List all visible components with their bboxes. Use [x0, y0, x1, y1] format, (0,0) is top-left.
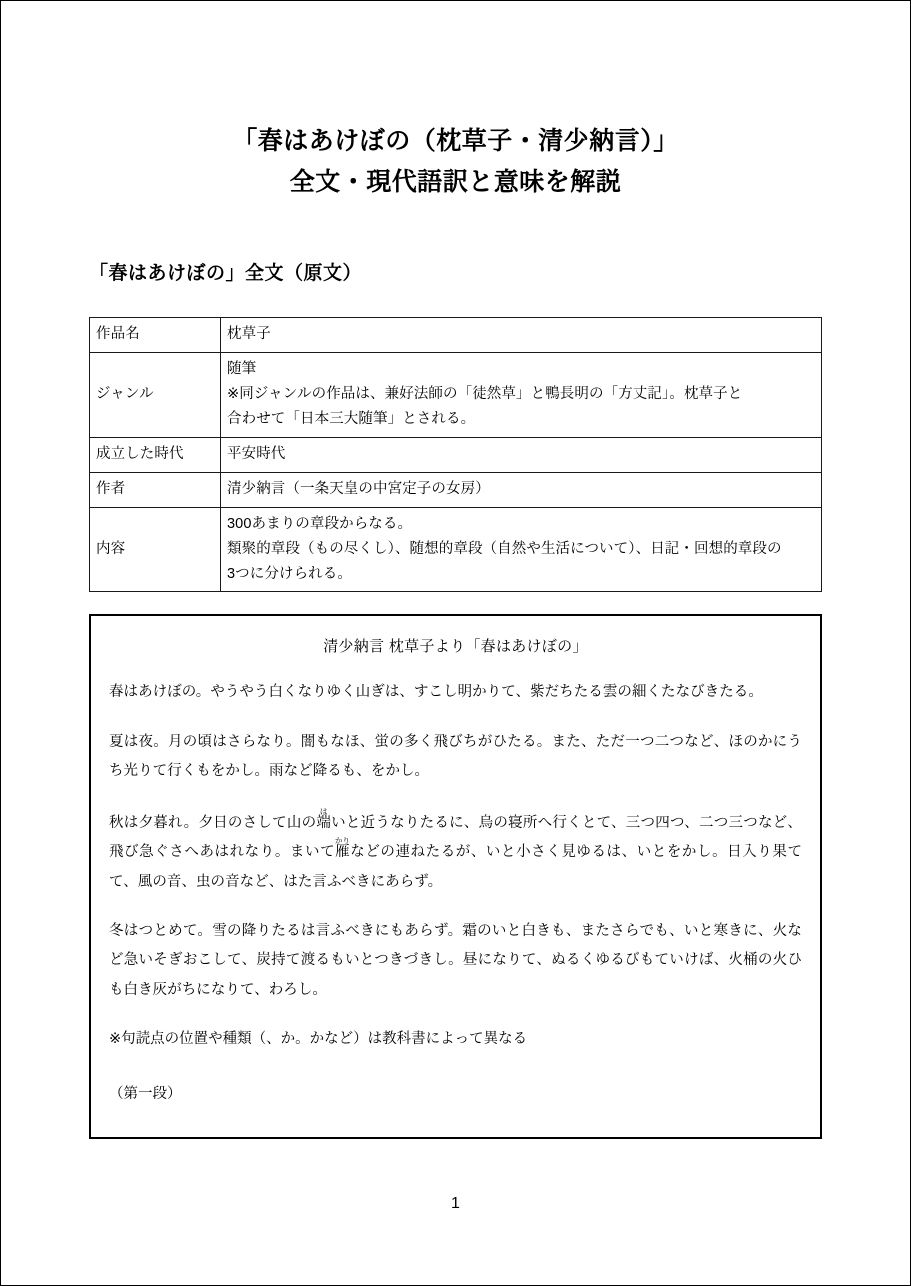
- table-row: [90, 352, 822, 437]
- table-cell-line: ※同ジャンルの作品は、兼好法師の「徒然草」と鴨長明の「方丈記」。枕草子と: [227, 385, 743, 402]
- passage-winter: 冬はつとめて。雪の降りたるは言ふべきにもあらず。霜のいと白きも、またさらでも、いと寒きに、火など急いそぎおこして、炭持て渡るもいとつきづきし。昼になりて、ぬるくゆるびもていけば、火桶の火ひも白き灰がちになりて、わろし。: [109, 922, 802, 998]
- punctuation-note: ※句読点の位置や種類（、か。かなど）は教科書によって異なる: [109, 1031, 528, 1048]
- ruby-base: 端: [316, 814, 332, 831]
- ruby-base: 雁: [334, 844, 350, 861]
- table-row: [90, 437, 822, 472]
- table-row: [90, 507, 822, 592]
- table-cell-line: 類聚的章段（もの尽くし）、随想的章段（自然や生活について）、日記・回想的章段の: [227, 540, 782, 557]
- table-cell-line: 随筆: [227, 360, 257, 377]
- table-row-value: [221, 352, 822, 437]
- quote-box-heading: 清少納言 枕草子より「春はあけぼの」: [323, 638, 588, 656]
- table-row-label: 作品名: [90, 318, 221, 353]
- table-row-label: 作者: [90, 472, 221, 507]
- table-cell-line: 枕草子: [227, 326, 271, 342]
- passage-spring: 春はあけぼの。やうやう白くなりゆく山ぎは、すこし明かりて、紫だちたる雲の細くたなびきたる。: [109, 684, 763, 701]
- page-number: 1: [451, 1195, 460, 1212]
- table-cell-line: 合わせて「日本三大随筆」とされる。: [227, 410, 476, 427]
- table-row-value: [221, 507, 822, 592]
- table-row-label: 成立した時代: [90, 437, 221, 472]
- table-row: [90, 472, 822, 507]
- table-row-value: [221, 318, 822, 353]
- passage-autumn-part-1: 秋は夕暮れ。夕日のさして山の: [109, 814, 317, 831]
- table-cell-line: 300あまりの章段からなる。: [227, 515, 413, 532]
- passage-autumn-part-2: いと近うなりたるに、烏の寝所へ行くとて、三つ四つ、二つ三つなど、飛び急ぐさへあはれなり。まいて: [109, 814, 802, 861]
- page-title: [1, 1, 910, 202]
- quote-box-container: [1, 592, 910, 1139]
- table-row-value: [221, 472, 822, 507]
- passage-summer: 夏は夜。月の頃はさらなり。闇もなほ、蛍の多く飛びちがひたる。また、ただ一つ二つなど、ほのかにうち光りて行くもをかし。雨など降るも、をかし。: [109, 733, 802, 780]
- ruby-text: は: [316, 806, 331, 816]
- info-table-container: [1, 285, 910, 592]
- section-label: （第一段）: [109, 1086, 182, 1103]
- page-title-line-1: 「春はあけぼの（枕草子・清少納言）」: [232, 127, 679, 155]
- ruby-hashi: [316, 806, 332, 831]
- original-text-box: [89, 614, 822, 1139]
- table-cell-line: 平安時代: [227, 445, 286, 462]
- ruby-text: かり: [334, 836, 350, 846]
- table-cell-line: 清少納言（一条天皇の中宮定子の女房）: [227, 480, 490, 497]
- table-row-value: [221, 437, 822, 472]
- ruby-kari: [334, 836, 350, 861]
- passage-autumn-part-3: などの連ねたるが、いと小さく見ゆるは、いとをかし。日入り果てて、風の音、虫の音など、はた言ふべきにあらず。: [109, 844, 803, 890]
- table-row-label: 内容: [90, 507, 221, 592]
- table-cell-line: 3つに分けられる。: [227, 565, 352, 582]
- section-heading: 「春はあけぼの」全文（原文）: [89, 263, 363, 284]
- table-row: [90, 318, 822, 353]
- page-title-line-2: 全文・現代語訳と意味を解説: [289, 167, 622, 196]
- work-info-table: [89, 317, 822, 592]
- table-row-label: ジャンル: [90, 352, 221, 437]
- passage-autumn: [107, 807, 804, 897]
